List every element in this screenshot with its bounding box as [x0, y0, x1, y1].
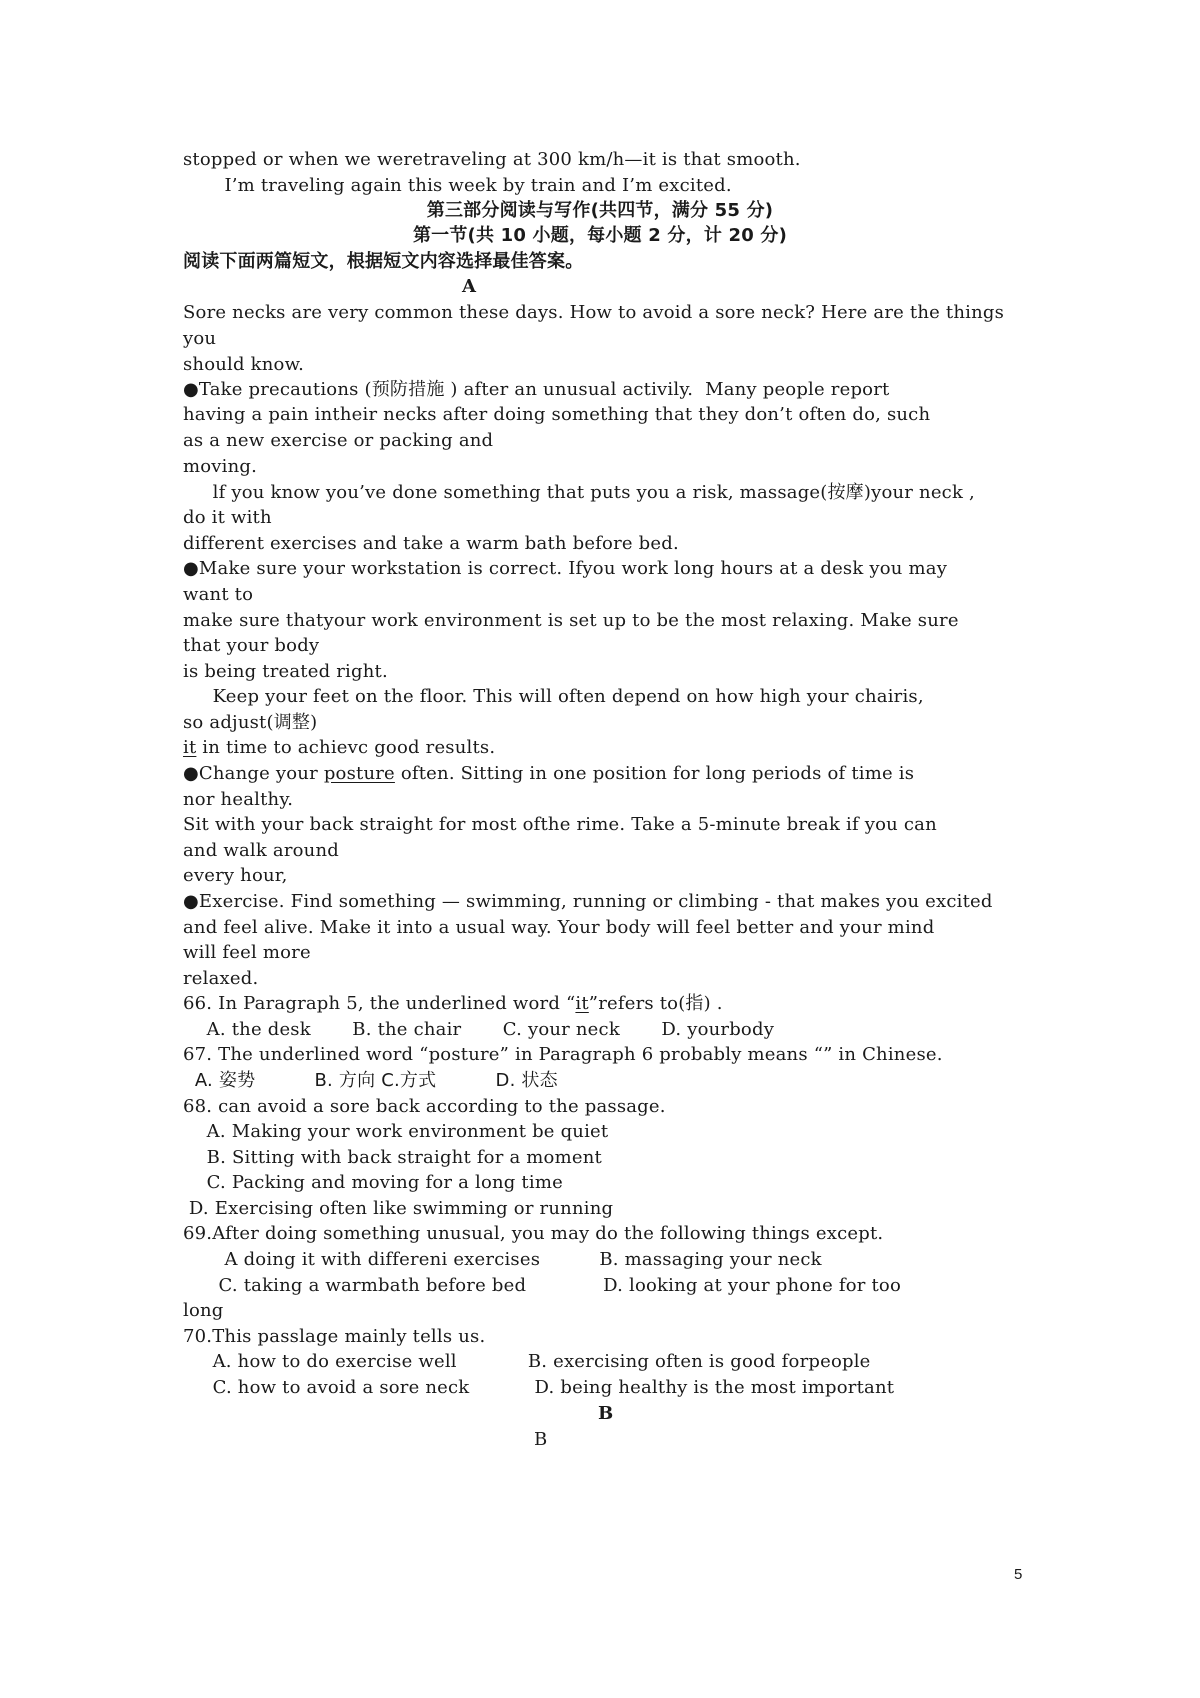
- section-subtitle: 第一节(共 10 小题，每小题 2 分，计 20 分): [412, 225, 788, 246]
- paragraph-line: Keep your feet on the floor. This will often depend on how high your chairis,: [183, 686, 924, 707]
- underlined-word-posture: posture: [323, 763, 395, 784]
- passage-b-label: B: [598, 1403, 614, 1424]
- paragraph-line: Sit with your back straight for most ofthe rime. Take a 5-minute break if you can: [183, 814, 937, 835]
- paragraph-line: as a new exercise or packing and: [183, 430, 494, 451]
- intro-line-1: stopped or when we weretraveling at 300 km/h—it is that smooth.: [183, 149, 801, 170]
- bullet-line: [183, 762, 914, 786]
- question-67: 67. The underlined word “posture” in Paragraph 6 probably means “” in Chinese.: [183, 1044, 943, 1065]
- paragraph-line: will feel more: [183, 942, 311, 963]
- passage-b-label-plain: B: [534, 1429, 548, 1450]
- question-66-options: A. the desk B. the chair C. your neck D. yourbody: [183, 1019, 775, 1040]
- bullet-text: often. Sitting in one position for long periods of time is: [394, 763, 915, 784]
- bullet-line: ●Exercise. Find something — swimming, running or climbing - that makes you excited: [183, 891, 993, 912]
- paragraph-line: different exercises and take a warm bath before bed.: [183, 533, 679, 554]
- paragraph-text: in time to achievc good results.: [196, 737, 496, 758]
- question-69-continued: long: [183, 1300, 224, 1321]
- question-70: 70.This passlage mainly tells us.: [183, 1326, 486, 1347]
- paragraph-line: make sure thatyour work environment is set up to be the most relaxing. Make sure: [183, 610, 959, 631]
- paragraph-line: want to: [183, 584, 254, 605]
- question-text: 66. In Paragraph 5, the underlined word “: [183, 993, 576, 1014]
- question-68-option-a: A. Making your work environment be quiet: [183, 1121, 609, 1142]
- question-text: ”refers to(指) .: [588, 993, 723, 1014]
- paragraph-line: Sore necks are very common these days. How to avoid a sore neck? Here are the things: [183, 302, 1005, 323]
- paragraph-line: do it with: [183, 507, 272, 528]
- paragraph-line: moving.: [183, 456, 258, 477]
- paragraph-line: that your body: [183, 635, 320, 656]
- bullet-line: ●Take precautions (预防措施 ) after an unusual activily. Many people report: [183, 379, 890, 400]
- paragraph-line: and walk around: [183, 840, 339, 861]
- paragraph-line: should know.: [183, 354, 304, 375]
- question-68-option-d: D. Exercising often like swimming or running: [183, 1198, 614, 1219]
- paragraph-line: you: [183, 328, 217, 349]
- question-67-options: A. 姿势 B. 方向 C.方式 D. 状态: [183, 1070, 558, 1091]
- paragraph-line: every hour,: [183, 865, 288, 886]
- question-66: [183, 992, 723, 1016]
- question-70-options-cd: C. how to avoid a sore neck D. being healthy is the most important: [183, 1377, 895, 1398]
- question-69-options-cd: C. taking a warmbath before bed D. looking at your phone for too: [183, 1275, 901, 1296]
- intro-line-2: I’m traveling again this week by train and I’m excited.: [183, 175, 732, 196]
- underlined-word-it: it: [183, 737, 197, 758]
- paragraph-line: relaxed.: [183, 968, 259, 989]
- paragraph-line: [183, 736, 495, 760]
- question-70-options-ab: A. how to do exercise well B. exercising often is good forpeople: [183, 1351, 871, 1372]
- question-68-option-b: B. Sitting with back straight for a moment: [183, 1147, 602, 1168]
- question-69-options-ab: A doing it with differeni exercises B. massaging your neck: [183, 1249, 822, 1270]
- bullet-text: ●Change your: [183, 763, 324, 784]
- page-number: 5: [1014, 1566, 1023, 1583]
- passage-a-label: A: [462, 276, 477, 297]
- paragraph-line: lf you know you’ve done something that puts you a risk, massage(按摩)your neck ,: [183, 482, 975, 503]
- paragraph-line: and feel alive. Make it into a usual way. Your body will feel better and your mind: [183, 917, 935, 938]
- question-68-option-c: C. Packing and moving for a long time: [183, 1172, 563, 1193]
- question-69: 69.After doing something unusual, you may do the following things except.: [183, 1223, 884, 1244]
- paragraph-line: having a pain intheir necks after doing something that they don’t often do, such: [183, 404, 931, 425]
- paragraph-line: so adjust(调整): [183, 712, 318, 733]
- paragraph-line: is being treated right.: [183, 661, 388, 682]
- paragraph-line: nor healthy.: [183, 789, 294, 810]
- underlined-word-it: it: [575, 993, 589, 1014]
- section-title: 第三部分阅读与写作(共四节，满分 55 分): [426, 200, 774, 221]
- question-68: 68. can avoid a sore back according to the passage.: [183, 1096, 666, 1117]
- section-instruction: 阅读下面两篇短文，根据短文内容选择最佳答案。: [183, 251, 584, 272]
- bullet-line: ●Make sure your workstation is correct. Ifyou work long hours at a desk you may: [183, 558, 948, 579]
